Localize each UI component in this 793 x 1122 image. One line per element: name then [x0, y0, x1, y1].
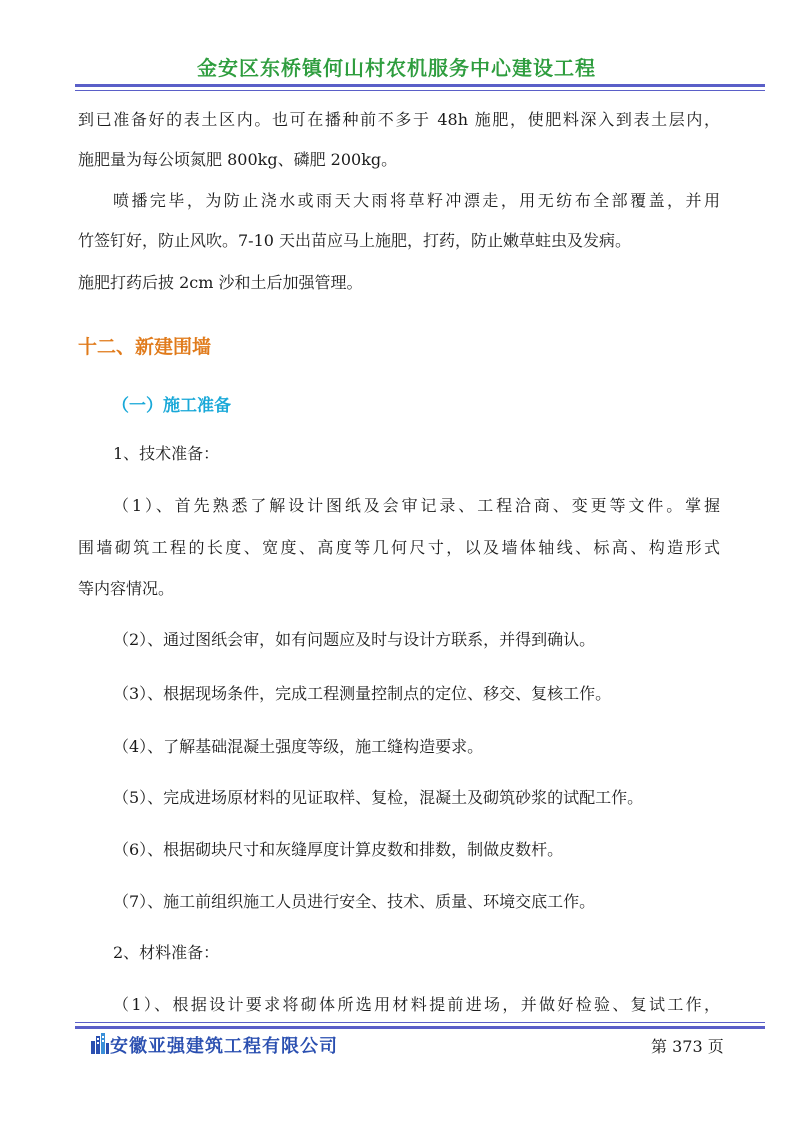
- list-item: （1）、根据设计要求将砌体所选用材料提前进场，并做好检验、复试工作，: [113, 995, 720, 1014]
- body-text-line: 竹签钉好，防止风吹。7-10 天出苗应马上施肥，打药，防止嫩草蛀虫及发病。: [78, 231, 632, 250]
- header-rule-thin: [75, 90, 765, 91]
- body-text-line: 到已准备好的表土区内。也可在播种前不多于 48h 施肥，使肥料深入到表土层内，: [78, 110, 720, 129]
- header-rule-thick: [75, 84, 765, 87]
- list-item: （7）、施工前组织施工人员进行安全、技术、质量、环境交底工作。: [113, 892, 596, 911]
- list-item: （4）、了解基础混凝土强度等级，施工缝构造要求。: [113, 737, 484, 756]
- footer-rule-thick: [75, 1026, 765, 1029]
- building-logo-icon: [90, 1033, 110, 1055]
- section-heading: 十二、新建围墙: [78, 336, 212, 358]
- material-prep-title: 2、材料准备：: [113, 943, 220, 962]
- list-item: （3）、根据现场条件，完成工程测量控制点的定位、移交、复核工作。: [113, 684, 612, 703]
- list-item: （5）、完成进场原材料的见证取样、复检，混凝土及砌筑砂浆的试配工作。: [113, 788, 644, 807]
- list-item: （1）、首先熟悉了解设计图纸及会审记录、工程洽商、变更等文件。掌握: [113, 496, 720, 515]
- footer-page-number: 第 373 页: [651, 1037, 724, 1056]
- body-text-line: 施肥打药后披 2cm 沙和土后加强管理。: [78, 273, 363, 292]
- footer-company-name: 安徽亚强建筑工程有限公司: [110, 1036, 338, 1057]
- list-item: （2）、通过图纸会审，如有问题应及时与设计方联系，并得到确认。: [113, 630, 596, 649]
- body-text-line: 喷播完毕，为防止浇水或雨天大雨将草籽冲漂走，用无纺布全部覆盖，并用: [113, 191, 720, 210]
- page-header-title: 金安区东桥镇何山村农机服务中心建设工程: [197, 56, 596, 80]
- body-text-line: 施肥量为每公顷氮肥 800kg、磷肥 200kg。: [78, 150, 398, 169]
- list-item: （6）、根据砌块尺寸和灰缝厚度计算皮数和排数，制做皮数杆。: [113, 840, 564, 859]
- tech-prep-title: 1、技术准备：: [113, 444, 220, 463]
- subsection-heading: （一）施工准备: [112, 396, 231, 416]
- footer-rule-thin: [75, 1022, 765, 1023]
- list-item: 围墙砌筑工程的长度、宽度、高度等几何尺寸，以及墙体轴线、标高、构造形式: [78, 538, 720, 557]
- list-item: 等内容情况。: [78, 579, 175, 598]
